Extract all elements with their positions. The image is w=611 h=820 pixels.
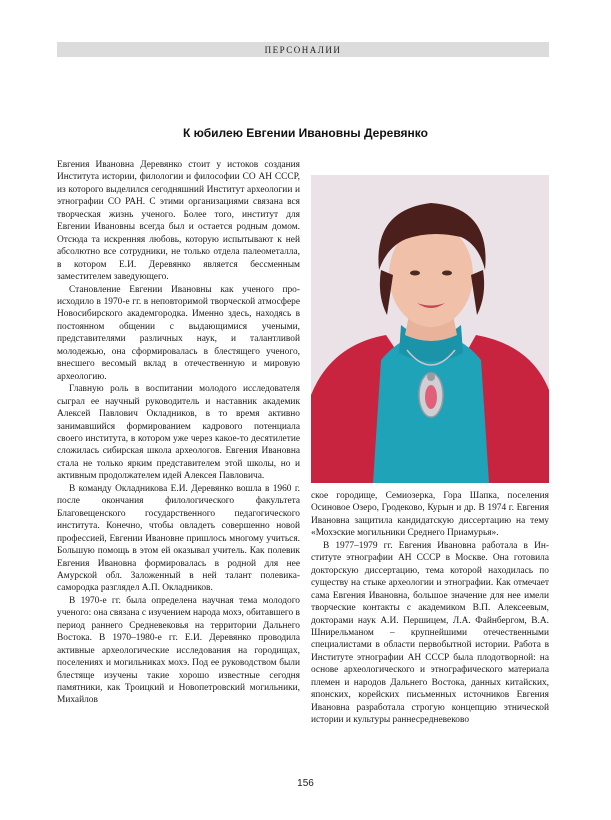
section-header bbox=[57, 42, 549, 57]
paragraph: В команду Окладникова Е.И. Деревянко вошла в 1960 г. после окончания филологического факультета Благовещенского государственного педагогического института. Конечно, чтобы овладеть совершенно новой профессией, Евгении Ивановне пришлось многому учиться. Большую помощь в этом ей оказывал учитель. Как полевик Евгения Ивановна формировалась в родной для нее Амурской обл. Заложенный в ней талант полевика-самородка разглядел А.П. Окладников. bbox=[57, 483, 300, 594]
right-column bbox=[311, 490, 549, 727]
paragraph: В 1970-е гг. была определена научная тема молодого ученого: она связана с изучением народа мохэ, обитавшего в период раннего Средневековья на территории Дальнего Востока. В 1970–1980-е гг. Е.И. Деревянко проводила активные археологические исследования на городищах, поселениях и могильниках мохэ. Под ее руководством были блестяще изучены такие хорошо известные сегодня памятники, как Троицкий и Новопетровский могильники, Михайлов bbox=[57, 595, 300, 706]
portrait-photo bbox=[311, 175, 549, 483]
page-number: 156 bbox=[297, 778, 314, 789]
article-title: К юбилею Евгении Ивановны Деревянко bbox=[183, 126, 428, 140]
left-column bbox=[57, 159, 300, 707]
paragraph: Главную роль в воспитании молодого исследователя сыграл ее научный руководитель и наставник академик Алексей Павлович Окладников, в то время активно занимавшийся формированием кадрового потенциала своего института, в котором уже через какое-то десятилетие сложилась сибирская школа археологов. Евгения Ивановна стала не только ярким представителем этой школы, но и активным продолжателем идей Алексея Павловича. bbox=[57, 384, 300, 482]
paragraph: Евгения Ивановна Деревянко стоит у истоков создания Института истории, филологии и философии СО АН СССР, из которого выделился сегодняшний Институт археологии и этнографии СО РАН. С этими организациями связана вся творческая жизнь ученого. Более того, институт для Евгении Ивановны всегда был и остается родным домом. Отсюда та искренняя любовь, которую испытывают к ней абсолютно все сотрудники, не только отдела палеометалла, в котором Е.И. Деревянко является бессменным заместителем заведующего. bbox=[57, 160, 300, 283]
paragraph: ское городище, Семиозерка, Гора Шапка, поселения Осиновое Озеро, Гродеково, Курын и др. В 1974 г. Евгения Ивановна защитила кандидатскую диссертацию на тему «Мохэские могильники Среднего Приамурья». bbox=[311, 491, 549, 539]
section-title: ПЕРСОНАЛИИ bbox=[264, 44, 342, 55]
paragraph: Становление Евгении Ивановны как ученого происходило в 1970-е гг. в неповторимой творческой атмосфере Новосибирского академгородка. Именно здесь, находясь в постоянном общении с выдающимися учеными, представителями различных наук, и талантливой молодежью, она сформировалась в блестящего ученого, внесшего весомый вклад в отечественную и мировую археологию. bbox=[57, 284, 300, 382]
paragraph: В 1977–1979 гг. Евгения Ивановна работала в Институте этнографии АН СССР в Москве. Она готовила докторскую диссертацию, тема которой находилась по существу на стыке археологии и этнографии. Как отмечает сама Евгения Ивановна, большое значение для нее имели творческие контакты с академиком В.П. Алексеевым, докторами наук А.И. Першицем, Л.А. Файнбергом, В.А. Шнирельманом – крупнейшими отечественными специалистами в области первобытной истории. Работа в Институте этнографии АН СССР была плодотворной: на основе археологического и этнографического материала племен и народов Дальнего Востока, данных китайских, японских, корейских письменных источников Евгения Ивановна разработала строгую концепцию этнической истории и культуры раннесредневеково bbox=[311, 540, 549, 726]
